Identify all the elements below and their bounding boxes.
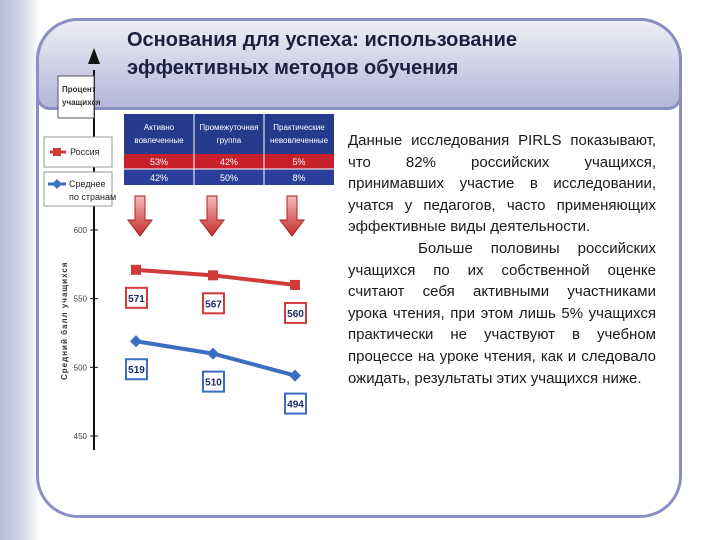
series-0-data-label-0: 571	[128, 293, 145, 305]
series-line-1	[136, 341, 295, 375]
paragraph-1: Данные исследования PIRLS показывают, что 82% российских учащихся, принимавших участие в исследовании, учатся у педагогов, часто применяющих эффективные виды деятельности.	[348, 132, 656, 236]
series-0-data-label-2: 560	[287, 308, 304, 320]
y-tick-label-3: 450	[73, 432, 87, 441]
series-0-point-1	[208, 270, 218, 280]
series-1-data-label-2: 494	[287, 399, 304, 411]
down-arrow-1	[128, 196, 152, 236]
series-layer	[126, 265, 306, 414]
down-arrow-3	[280, 196, 304, 236]
table-header-1-line2: вовлеченные	[134, 136, 184, 145]
table-header-row	[124, 114, 334, 154]
series-1-data-label-1: 510	[205, 377, 222, 389]
table-cell-russia-1: 53%	[149, 157, 169, 167]
legend	[44, 137, 116, 206]
y-axis-label: Средний балл учащихся	[60, 261, 69, 380]
table-cell-russia-3: 5%	[292, 157, 306, 167]
series-1-point-2	[289, 370, 301, 382]
series-1-data-label-0: 519	[128, 365, 145, 377]
series-0-point-2	[290, 280, 300, 290]
series-1-point-1	[207, 348, 219, 360]
title-line-2: эффективных методов обучения	[127, 57, 459, 79]
table-cell-russia-2: 42%	[219, 157, 239, 167]
down-arrow-2	[200, 196, 224, 236]
table-cell-average-1: 42%	[149, 173, 169, 183]
legend-label-average-1: Среднее	[69, 179, 106, 189]
y-tick-label-2: 500	[73, 363, 87, 373]
y-tick-label-1: 550	[73, 294, 87, 304]
table-header-3-line2: невовлеченные	[269, 136, 329, 145]
percent-label-line-1: Процент	[62, 85, 96, 94]
series-1-point-0	[130, 335, 142, 347]
paragraph-2: Больше половины российских учащихся по их собственной оценке считают себя активными участниками урока чтения, при этом лишь 5% учащихся практически не участвуют в учебном процессе на уроке чтения, как и следовало ожидать, результаты этих учащихся ниже.	[348, 239, 656, 387]
table-header-3-line1: Практические	[273, 123, 325, 132]
legend-label-average-2: по странам	[69, 192, 117, 202]
y-axis-arrow	[88, 48, 100, 64]
title-line-1: Основания для успеха: использование	[127, 29, 518, 51]
percent-label-box	[58, 76, 94, 118]
series-0-data-label-1: 567	[205, 299, 222, 311]
table-cell-average-2: 50%	[219, 173, 239, 183]
y-tick-label-0: 600	[73, 226, 87, 235]
series-0-point-0	[131, 265, 141, 275]
participation-table	[124, 114, 334, 185]
explanation-text	[348, 130, 656, 389]
table-header-1-line1: Активно	[143, 123, 175, 132]
legend-marker-russia	[53, 148, 61, 156]
table-header-2-line2: группа	[216, 136, 242, 145]
table-header-2-line1: Промежуточная	[199, 123, 259, 132]
legend-label-russia: Россия	[70, 147, 100, 157]
percent-label-line-2: учащихся	[62, 98, 101, 107]
table-cell-average-3: 8%	[292, 173, 306, 183]
down-arrows	[128, 196, 304, 236]
